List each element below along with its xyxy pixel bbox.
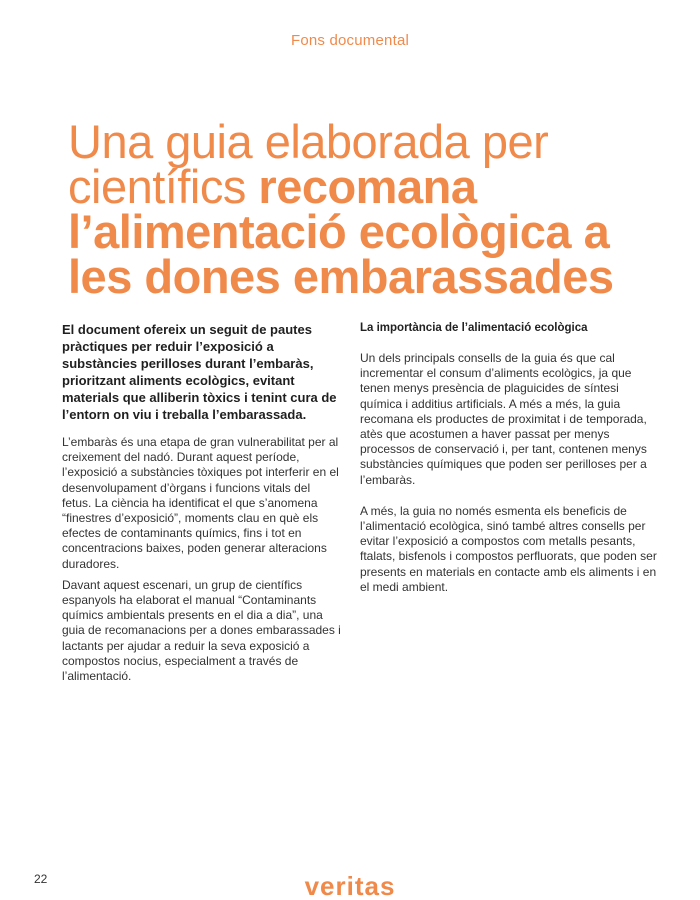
page-number: 22 (34, 872, 48, 886)
article-headline (68, 115, 668, 304)
body-paragraph: Un dels principals consells de la guia és que cal incrementar el consum d’aliments ecològics, ja que tenen menys presència de plaguicides de síntesi química i additius artificials. A més a més, la guia recomana els productes de proximitat i de temporada, atès que acostumen a haver passat per menys processos de conservació i, per tant, contenen menys substàncies químiques que poden ser perilloses per a l’embaràs. (360, 351, 647, 487)
body-paragraph: Davant aquest escenari, un grup de científics espanyols ha elaborat el manual “Contaminants químics ambientals presents en el dia a dia”, una guia de recomanacions per a dones embarassades i lactants per ajudar a reduir la seva exposició a compostos nocius, especialment a través de l’alimentació. (62, 577, 341, 684)
section-label: Fons documental (290, 32, 410, 49)
brand-logo-text: veritas (304, 871, 396, 900)
left-column (62, 321, 342, 690)
brand-logo (0, 866, 700, 900)
headline-light-part: Una guia elaborada per científics (68, 115, 549, 214)
right-column (360, 321, 660, 611)
headline-bold-part: recomana l’alimentació ecològica a les dones embarassades (68, 160, 614, 304)
subheading: La importància de l’alimentació ecològica (360, 322, 588, 334)
body-paragraph: L’embaràs és una etapa de gran vulnerabilitat per al creixement del nadó. Durant aquest període, l’exposició a substàncies tòxiques pot interferir en el desenvolupament d’òrgans i funcions vitals del fetus. La ciència ha identificat el que s’anomena “finestres d’exposició”, moments clau en què els efectes de contaminants químics, fins i tot en concentracions baixes, poden generar alteracions duradores. (62, 435, 339, 571)
body-paragraph: A més, la guia no només esmenta els beneficis de l’alimentació ecològica, sinó també altres consells per evitar l’exposició a compostos com metalls pesants, ftalats, bisfenols i compostos perfluorats, que poden ser presents en materials en contacte amb els aliments i en el medi ambient. (360, 503, 657, 594)
lead-paragraph: El document ofereix un seguit de pautes pràctiques per reduir l’exposició a substàncies perilloses durant l’embaràs, prioritzant aliments ecològics, evitant materials que alliberin tòxics i tenint cura de l’entorn on viu i treballa l’embarassada. (62, 322, 337, 422)
